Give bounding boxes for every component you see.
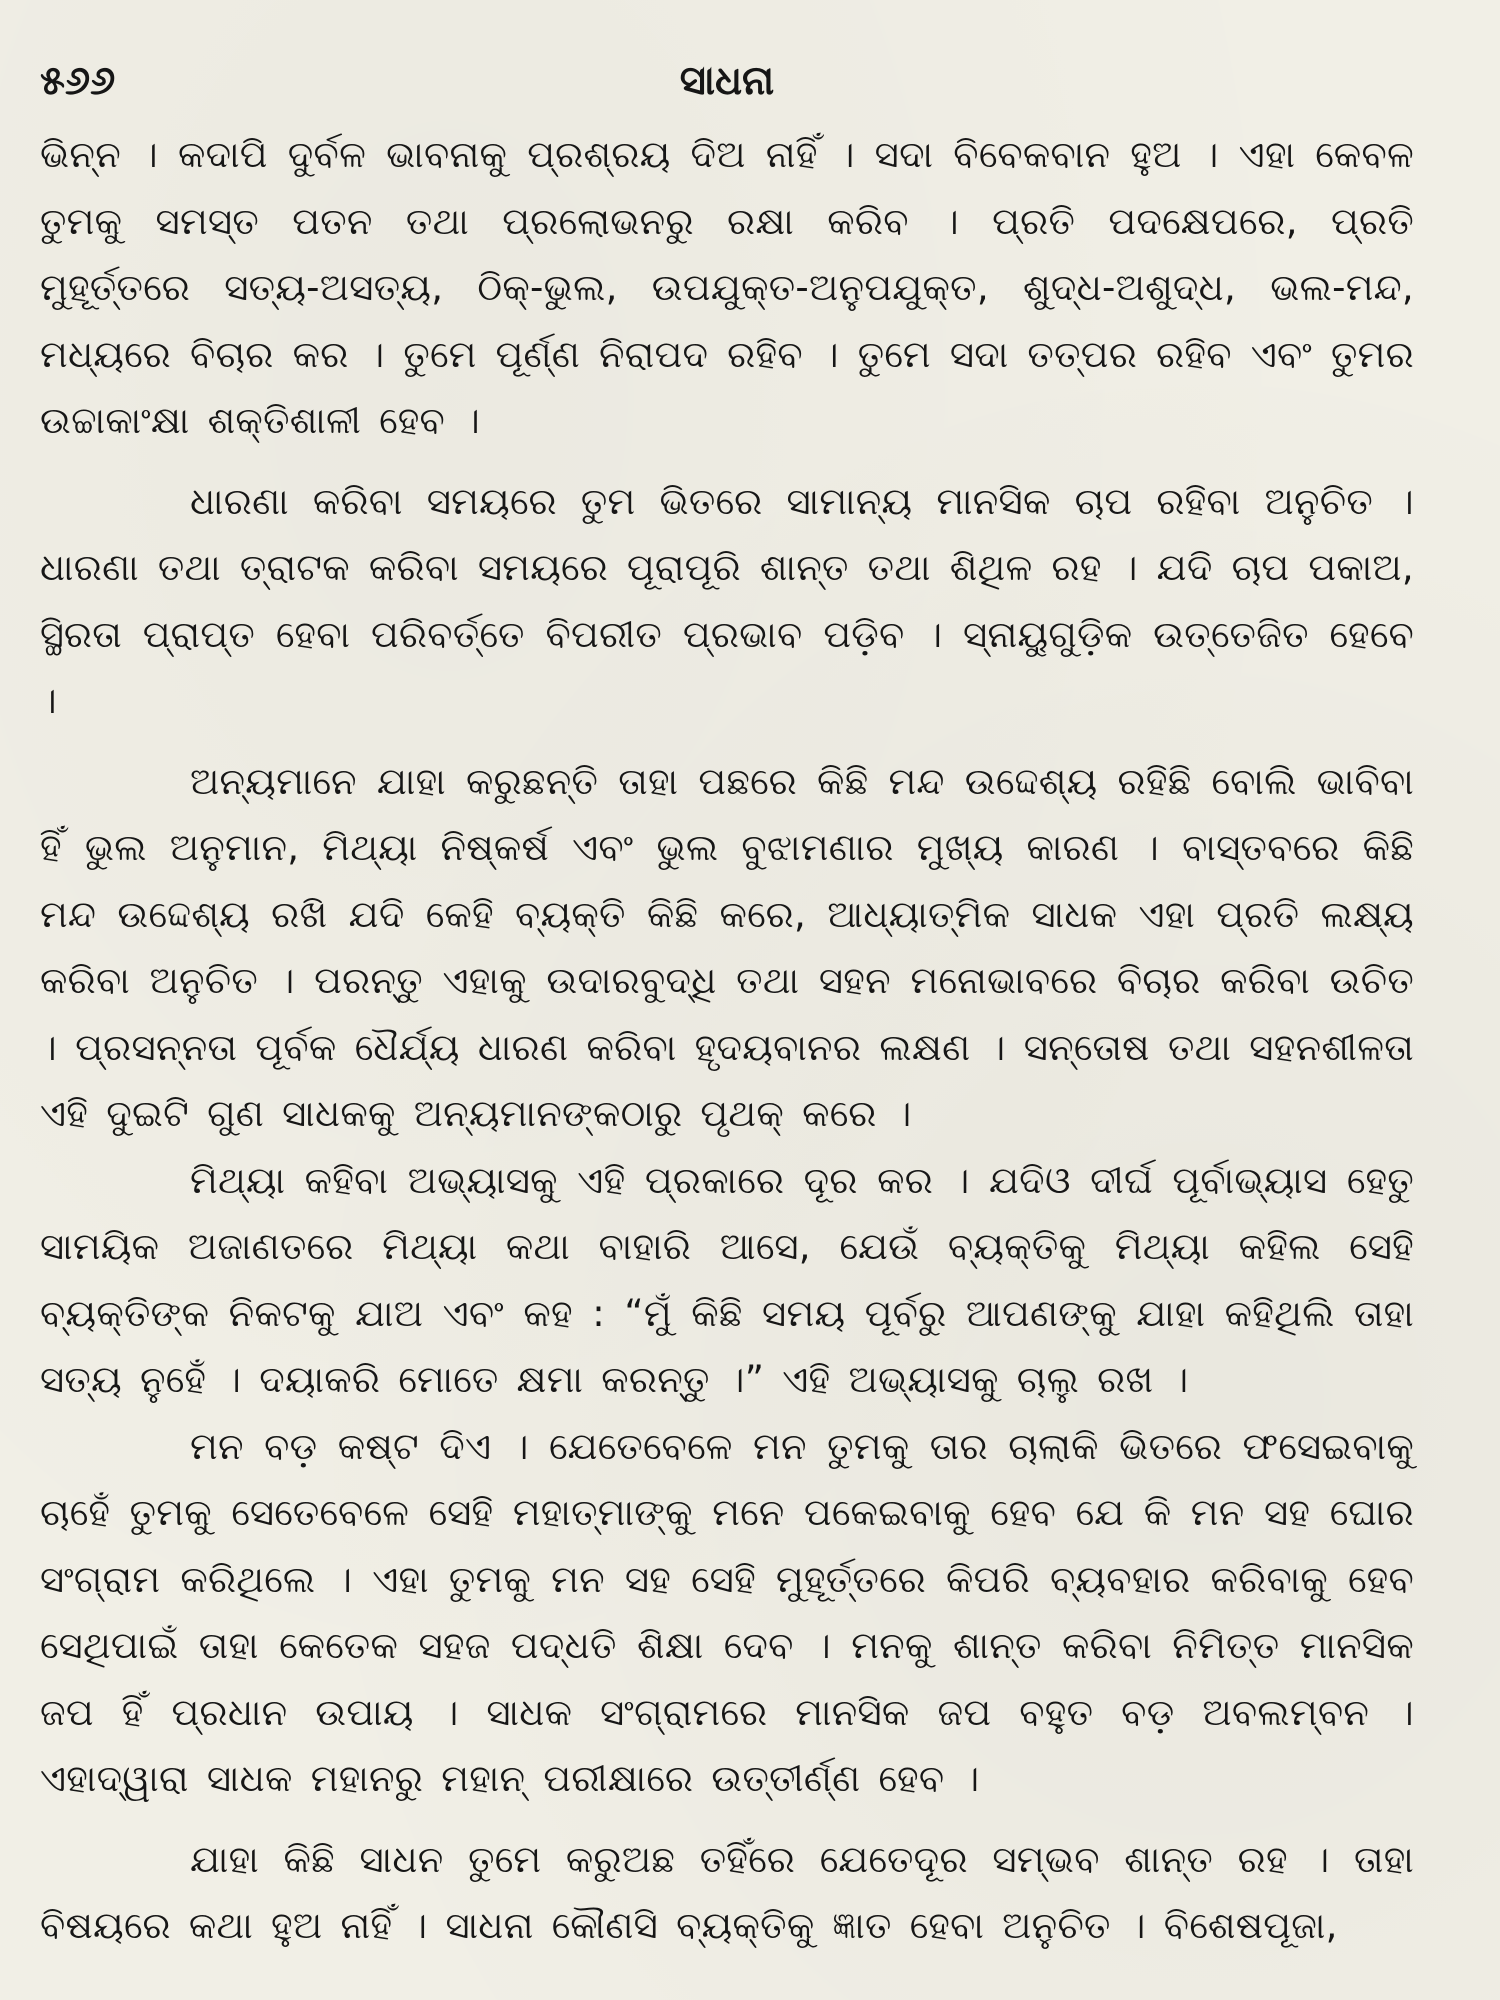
paragraph-others-intent: ଅନ୍ୟମାନେ ଯାହା କରୁଛନ୍ତି ତାହା ପଛରେ କିଛି ମନ୍ଦ ଉଦ୍ଦେଶ୍ୟ ରହିଛି ବୋଲି ଭାବିବା ହିଁ ଭୁଲ ଅନୁମାନ, ମିଥ୍ୟା ନିଷ୍କର୍ଷ ଏବଂ ଭୁଲ ବୁଝାମଣାର ମୁଖ୍ୟ କାରଣ । ବାସ୍ତବରେ କିଛି ମନ୍ଦ ଉଦ୍ଦେଶ୍ୟ ରଖି ଯଦି କେହି ବ୍ୟକ୍ତି କିଛି କରେ, ଆଧ୍ୟାତ୍ମିକ ସାଧକ ଏହା ପ୍ରତି ଲକ୍ଷ୍ୟ କରିବା ଅନୁଚିତ । ପରନ୍ତୁ ଏହାକୁ ଉଦାରବୁଦ୍ଧି ତଥା ସହନ ମନୋଭାବରେ ବିଚାର କରିବା ଉଚିତ । ପ୍ରସନ୍ନତା ପୂର୍ବକ ଧୈର୍ଯ୍ୟ ଧାରଣ କରିବା ହୃଦୟବାନର ଲକ୍ଷଣ । ସନ୍ତୋଷ ତଥା ସହନଶୀଳତା ଏହି ଦୁଇଟି ଗୁଣ ସାଧକକୁ ଅନ୍ୟମାନଙ୍କଠାରୁ ପୃଥକ୍ କରେ । — [40, 759, 1414, 1135]
paragraph-continuation: ଭିନ୍ନ । କଦାପି ଦୁର୍ବଳ ଭାବନାକୁ ପ୍ରଶ୍ରୟ ଦିଅ ନାହିଁ । ସଦା ବିବେକବାନ ହୁଅ । ଏହା କେବଳ ତୁମକୁ ସମସ୍ତ ପତନ ତଥା ପ୍ରଲୋଭନରୁ ରକ୍ଷା କରିବ । ପ୍ରତି ପଦକ୍ଷେପରେ, ପ୍ରତି ମୁହୂର୍ତ୍ତରେ ସତ୍ୟ-ଅସତ୍ୟ, ଠିକ୍-ଭୁଲ, ଉପଯୁକ୍ତ-ଅନୁପଯୁକ୍ତ, ଶୁଦ୍ଧ-ଅଶୁଦ୍ଧ, ଭଲ-ମନ୍ଦ, ମଧ୍ୟରେ ବିଚାର କର । ତୁମେ ପୂର୍ଣ୍ଣ ନିରାପଦ ରହିବ । ତୁମେ ସଦା ତତ୍ପର ରହିବ ଏବଂ ତୁମର ଉଚ୍ଚାକାଂକ୍ଷା ଶକ୍ତିଶାଳୀ ହେବ । — [40, 133, 1414, 442]
running-title: ସାଧନା — [679, 58, 775, 104]
running-header — [40, 52, 1414, 110]
paragraph-dharana: ଧାରଣା କରିବା ସମୟରେ ତୁମ ଭିତରେ ସାମାନ୍ୟ ମାନସିକ ଚାପ ରହିବା ଅନୁଚିତ । ଧାରଣା ତଥା ତ୍ରାଟକ କରିବା ସମୟରେ ପୂରାପୂରି ଶାନ୍ତ ତଥା ଶିଥିଳ ରହ । ଯଦି ଚାପ ପକାଅ, ସ୍ଥିରତା ପ୍ରାପ୍ତ ହେବା ପରିବର୍ତ୍ତେ ବିପରୀତ ପ୍ରଭାବ ପଡ଼ିବ । ସ୍ନାୟୁଗୁଡ଼ିକ ଉତ୍ତେଜିତ ହେବେ । — [40, 479, 1414, 722]
paragraph-sadhana-silence: ଯାହା କିଛି ସାଧନ ତୁମେ କରୁଅଛ ତହିଁରେ ଯେତେଦୂର ସମ୍ଭବ ଶାନ୍ତ ରହ । ତାହା ବିଷୟରେ କଥା ହୁଅ ନାହିଁ । ସାଧନା କୌଣସି ବ୍ୟକ୍ତିକୁ ଜ୍ଞାତ ହେବା ଅନୁଚିତ । ବିଶେଷପୂଜା, — [40, 1837, 1414, 1947]
paragraph-falsehood: ମିଥ୍ୟା କହିବା ଅଭ୍ୟାସକୁ ଏହି ପ୍ରକାରେ ଦୂର କର । ଯଦିଓ ଦୀର୍ଘ ପୂର୍ବାଭ୍ୟାସ ହେତୁ ସାମୟିକ ଅଜାଣତରେ ମିଥ୍ୟା କଥା ବାହାରି ଆସେ, ଯେଉଁ ବ୍ୟକ୍ତିକୁ ମିଥ୍ୟା କହିଲ ସେହି ବ୍ୟକ୍ତିଙ୍କ ନିକଟକୁ ଯାଅ ଏବଂ କହ : “ମୁଁ କିଛି ସମୟ ପୂର୍ବରୁ ଆପଣଙ୍କୁ ଯାହା କହିଥିଲି ତାହା ସତ୍ୟ ନୁହେଁ । ଦୟାକରି ମୋତେ କ୍ଷମା କରନ୍ତୁ ।” ଏହି ଅଭ୍ୟାସକୁ ଚାଲୁ ରଖ । — [40, 1158, 1414, 1401]
page-number: ୫୬୬ — [40, 58, 116, 104]
body-text — [40, 122, 1414, 1960]
paragraph-mind: ମନ ବଡ଼ କଷ୍ଟ ଦିଏ । ଯେତେବେଳେ ମନ ତୁମକୁ ତାର ଚାଲାକି ଭିତରେ ଫସେଇବାକୁ ଚାହେଁ ତୁମକୁ ସେତେବେଳେ ସେହି ମହାତ୍ମାଙ୍କୁ ମନେ ପକେଇବାକୁ ହେବ ଯେ କି ମନ ସହ ଘୋର ସଂଗ୍ରାମ କରିଥିଲେ । ଏହା ତୁମକୁ ମନ ସହ ସେହି ମୁହୂର୍ତ୍ତରେ କିପରି ବ୍ୟବହାର କରିବାକୁ ହେବ ସେଥିପାଇଁ ତାହା କେତେକ ସହଜ ପଦ୍ଧତି ଶିକ୍ଷା ଦେବ । ମନକୁ ଶାନ୍ତ କରିବା ନିମିତ୍ତ ମାନସିକ ଜପ ହିଁ ପ୍ରଧାନ ଉପାୟ । ସାଧକ ସଂଗ୍ରାମରେ ମାନସିକ ଜପ ବହୁତ ବଡ଼ ଅବଲମ୍ବନ । ଏହାଦ୍ୱାରା ସାଧକ ମହାନରୁ ମହାନ୍ ପରୀକ୍ଷାରେ ଉତ୍ତୀର୍ଣ୍ଣ ହେବ । — [40, 1424, 1414, 1800]
